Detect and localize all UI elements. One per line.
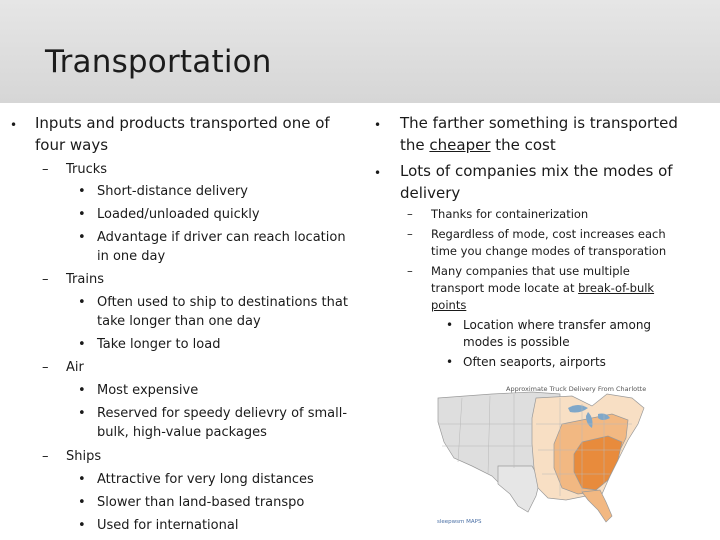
text-segment: The farther something is transported the: [400, 114, 678, 154]
text-segment: Many companies that use multiple transport mode locate at: [431, 264, 630, 295]
bullet-glyph: •: [446, 355, 454, 369]
point-text: Short-distance delivery: [97, 184, 248, 199]
bullet-glyph: •: [10, 118, 18, 132]
dash-glyph: –: [42, 449, 49, 464]
list-item: [78, 205, 348, 224]
right-bullet-1: [374, 112, 684, 156]
list-item: [78, 335, 348, 354]
list-item: [78, 493, 348, 512]
point-text: Take longer to load: [97, 337, 221, 352]
mode-label: Trucks: [66, 162, 108, 177]
list-item: [78, 516, 348, 535]
point-text: Advantage if driver can reach location in one day: [97, 230, 346, 264]
list-item: [78, 404, 348, 442]
truck-delivery-map: [432, 384, 654, 528]
point-text: Reserved for speedy delievry of small-bulk, high-value packages: [97, 406, 348, 440]
mode-label: Ships: [66, 449, 102, 464]
bullet-glyph: •: [78, 230, 86, 245]
point-text: Loaded/unloaded quickly: [97, 207, 260, 222]
map-graphic: [432, 384, 654, 528]
point-text: Used for international: [97, 518, 239, 533]
mode-air: [42, 358, 322, 377]
list-item: [446, 354, 676, 371]
sub-item: [407, 226, 677, 260]
dash-glyph: –: [42, 272, 49, 287]
sub-item: [407, 206, 687, 223]
bullet-glyph: •: [78, 184, 86, 199]
bullet-glyph: •: [374, 166, 382, 180]
map-caption: Approximate Truck Delivery From Charlotte: [506, 385, 647, 393]
dash-glyph: –: [407, 227, 413, 241]
bullet-glyph: •: [78, 337, 86, 352]
dash-glyph: –: [407, 264, 413, 278]
list-item: [78, 293, 348, 331]
right-bullet-2: [374, 160, 684, 204]
left-bullet-text: Inputs and products transported one of four ways: [35, 114, 330, 154]
bullet-glyph: •: [78, 295, 86, 310]
sub-text: [431, 263, 667, 314]
bullet-glyph: •: [78, 518, 86, 533]
right-bullet-2-text: Lots of companies mix the modes of delivery: [400, 162, 673, 202]
mode-ships: [42, 447, 322, 466]
sub-text: Regardless of mode, cost increases each time you change modes of transporation: [431, 227, 667, 258]
bullet-glyph: •: [78, 495, 86, 510]
bullet-glyph: •: [78, 207, 86, 222]
list-item: [446, 317, 676, 351]
sub-text: Thanks for containerization: [431, 207, 589, 221]
list-item: [78, 228, 348, 266]
map-logo: sleepwsm MAPS: [437, 519, 482, 525]
point-text: Attractive for very long distances: [97, 472, 314, 487]
mode-label: Air: [66, 360, 84, 375]
emphasis-text: cheaper: [429, 136, 491, 154]
mode-trains: [42, 270, 322, 289]
list-item: [78, 182, 348, 201]
mode-trucks: [42, 160, 322, 179]
list-item: [78, 470, 348, 489]
point-text: Often used to ship to destinations that take longer than one day: [97, 295, 348, 329]
right-bullet-1-text: [400, 112, 684, 156]
dash-glyph: –: [42, 162, 49, 177]
mode-label: Trains: [66, 272, 104, 287]
slide-title: Transportation: [45, 44, 272, 80]
bullet-glyph: •: [78, 472, 86, 487]
point-text: Location where transfer among modes is possible: [463, 318, 652, 349]
point-text: Most expensive: [97, 383, 199, 398]
list-item: [78, 381, 348, 400]
dash-glyph: –: [407, 207, 413, 221]
point-text: Slower than land-based transpo: [97, 495, 305, 510]
text-segment: the cost: [490, 136, 556, 154]
dash-glyph: –: [42, 360, 49, 375]
emphasis-text: break-of-bulk points: [431, 281, 655, 312]
bullet-glyph: •: [78, 383, 86, 398]
point-text: Often seaports, airports: [463, 355, 606, 369]
bullet-glyph: •: [374, 118, 382, 132]
bullet-glyph: •: [78, 406, 86, 421]
sub-item: [407, 263, 667, 314]
left-bullet: [10, 112, 330, 156]
bullet-glyph: •: [446, 318, 454, 332]
